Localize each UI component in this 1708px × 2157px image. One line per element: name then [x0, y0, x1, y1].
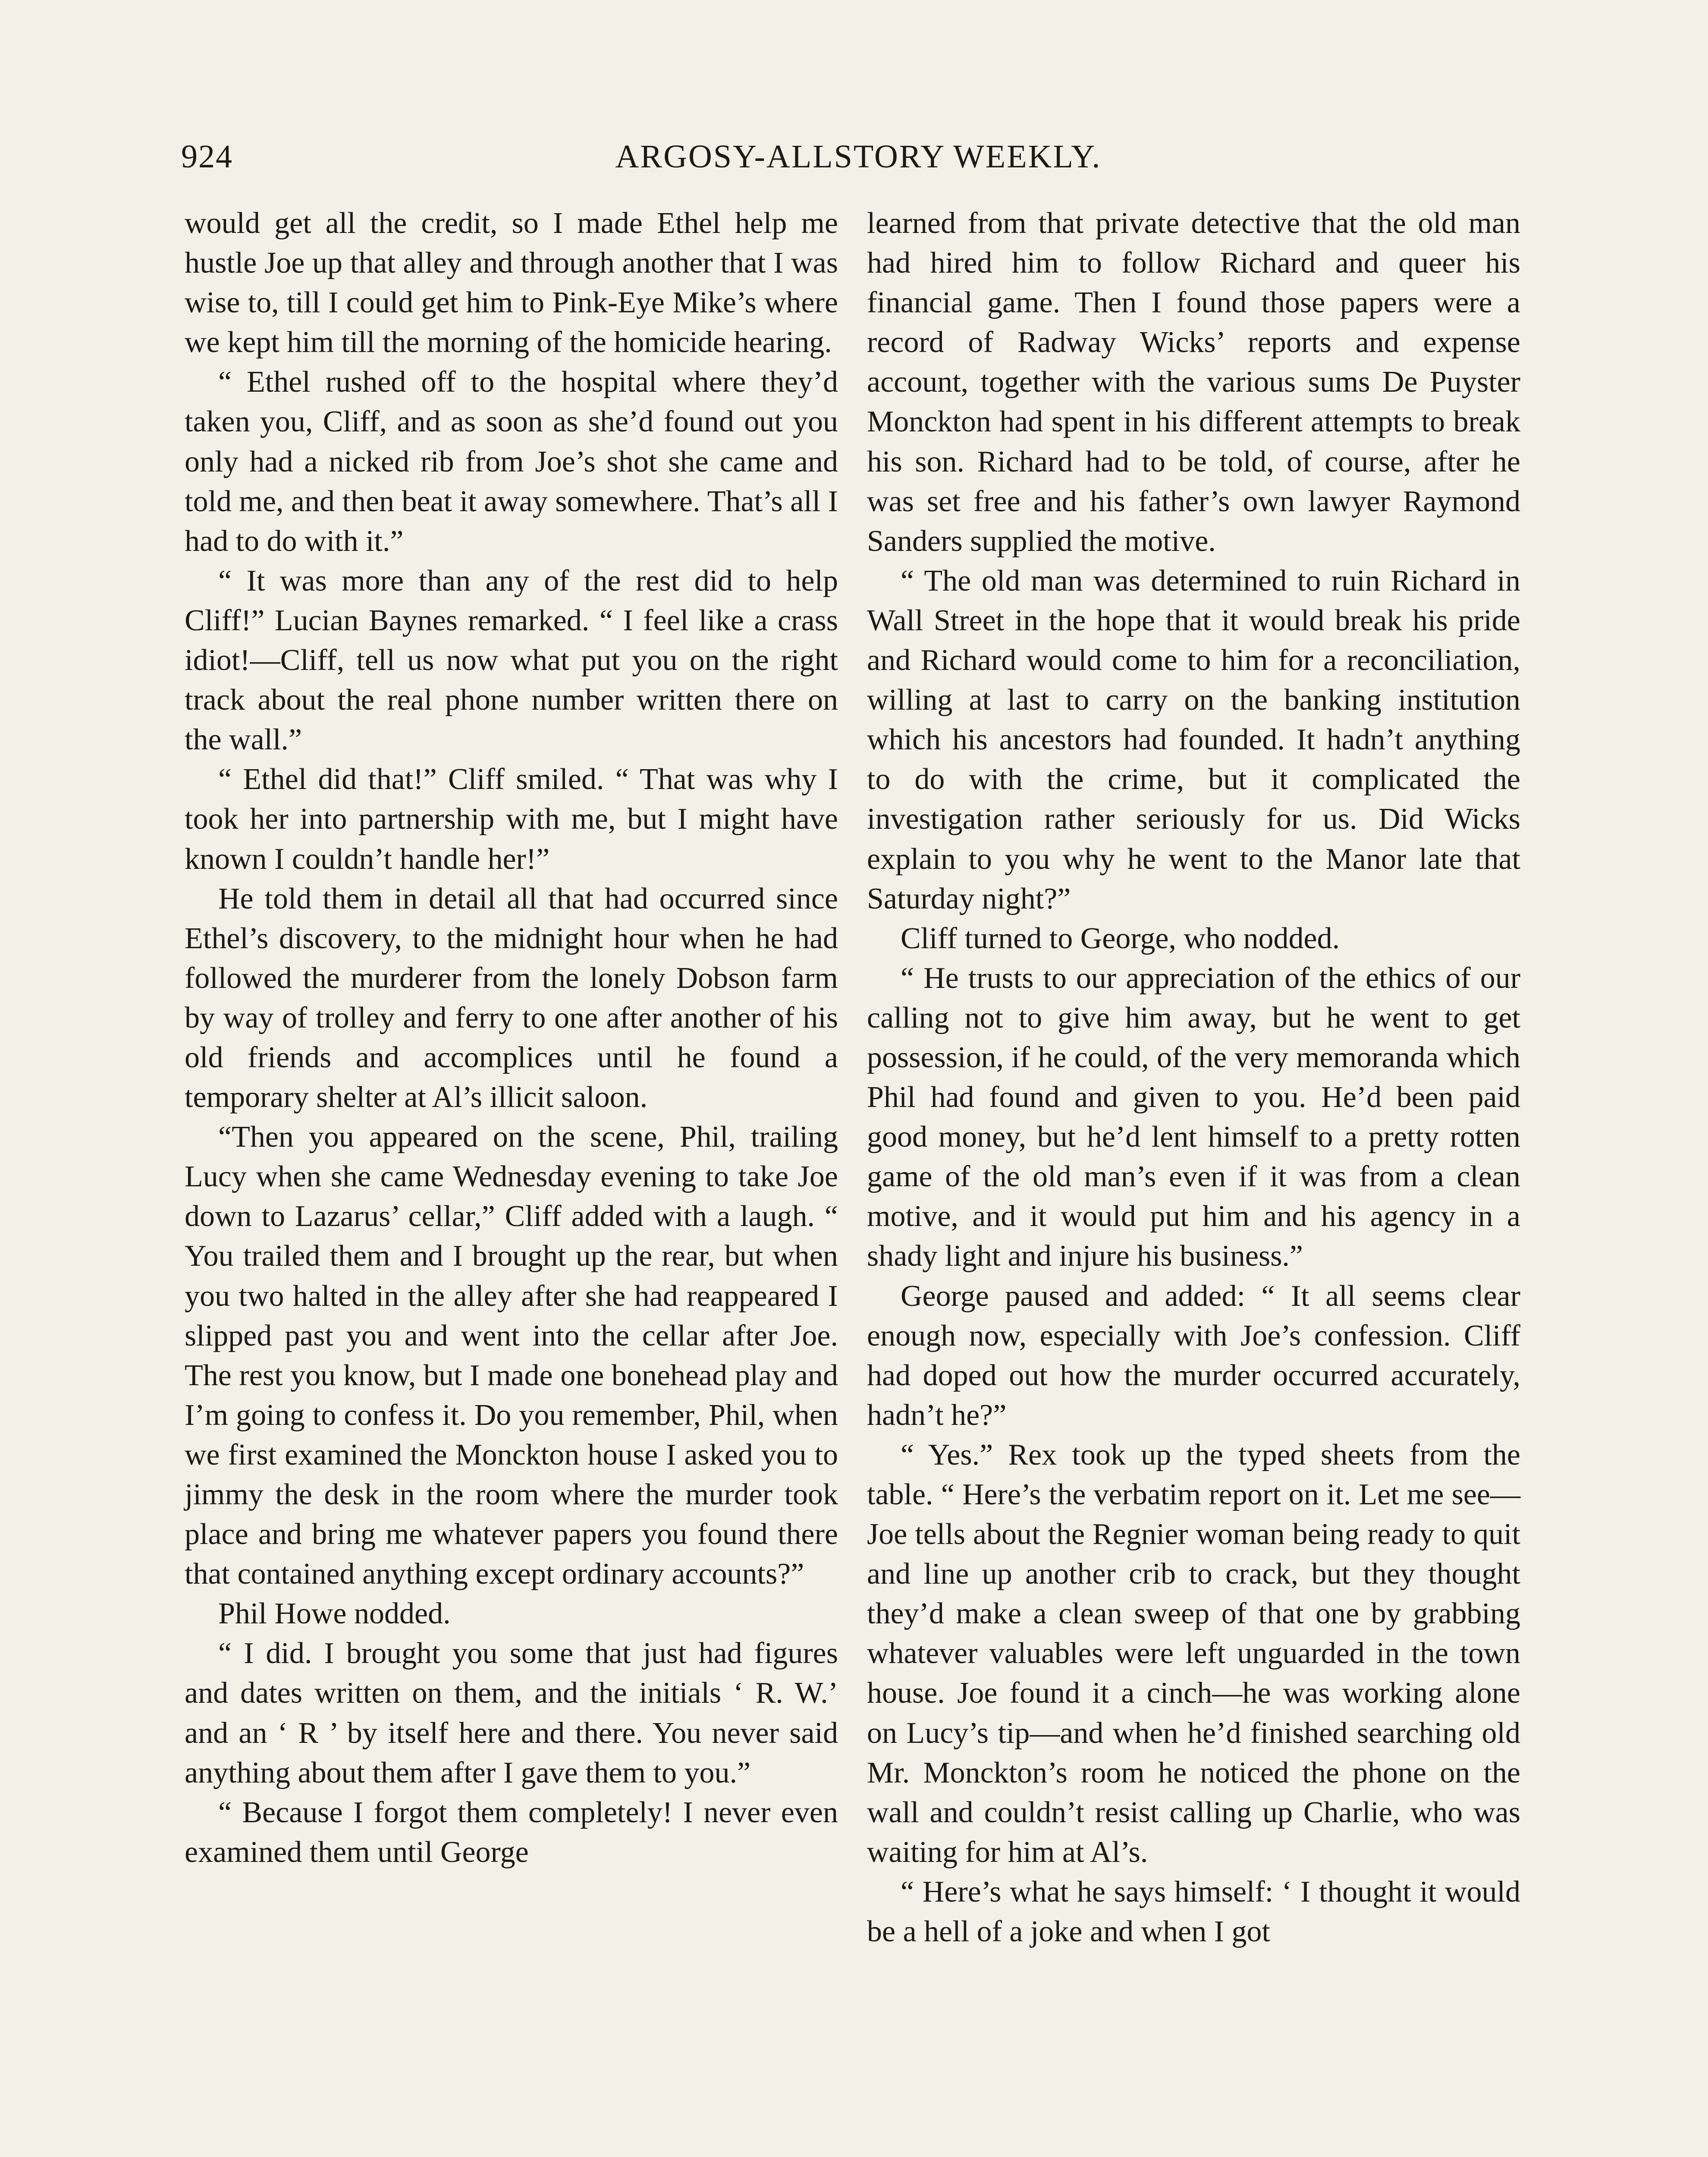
- paragraph: “Then you appeared on the scene, Phil, trailing Lucy when she came Wednesday evening to take Joe down to Lazarus’ cellar,” Cliff added with a laugh. “ You trailed them and I brought up the rear, but when you two halted in the alley after she had reappeared I slipped past you and went into the cellar after Joe. The rest you know, but I made one bonehead play and I’m going to confess it. Do you remember, Phil, when we first examined the Monckton house I asked you to jimmy the desk in the room where the murder took place and bring me whatever papers you found there that contained anything except ordinary accounts?”: [185, 1120, 838, 1591]
- paragraph: “ It was more than any of the rest did to help Cliff!” Lucian Baynes remarked. “ I feel like a crass idiot!—Cliff, tell us now what put you on the right track about the real phone number written there on the wall.”: [185, 564, 838, 757]
- paragraph: Cliff turned to George, who nodded.: [901, 921, 1340, 955]
- paragraph: “ Ethel rushed off to the hospital where they’d taken you, Cliff, and as soon as she’d found out you only had a nicked rib from Joe’s shot she came and told me, and then beat it away somewhere. That’s all I had to do with it.”: [185, 365, 838, 558]
- page-number: 924: [181, 138, 233, 175]
- paragraph: “ Because I forgot them completely! I never even examined them until George: [185, 1795, 838, 1869]
- running-header: [181, 134, 1535, 181]
- journal-title: ARGOSY-ALLSTORY WEEKLY.: [615, 138, 1102, 175]
- paragraph: He told them in detail all that had occurred since Ethel’s discovery, to the midnight hour when he had followed the murderer from the lonely Dobson farm by way of trolley and ferry to one after another of his old friends and accomplices until he found a temporary shelter at Al’s illicit saloon.: [185, 882, 838, 1114]
- paragraph: Phil Howe nodded.: [218, 1597, 451, 1631]
- paragraph: “ I did. I brought you some that just had figures and dates written on them, and the initials ‘ R. W.’ and an ‘ R ’ by itself here and there. You never said anything about them after I gave them to you.”: [185, 1637, 838, 1789]
- paragraph: “ The old man was determined to ruin Richard in Wall Street in the hope that it would break his pride and Richard would come to him for a reconciliation, willing at last to carry on the banking institution which his ancestors had founded. It hadn’t anything to do with the crime, but it complicated the investigation rather seriously for us. Did Wicks explain to you why he went to the Manor late that Saturday night?”: [867, 564, 1520, 915]
- paragraph: would get all the credit, so I made Ethel help me hustle Joe up that alley and through another that I was wise to, till I could get him to Pink-Eye Mike’s where we kept him till the morning of the homicide hearing.: [185, 207, 838, 359]
- left-column: [185, 204, 838, 1872]
- right-column: [867, 204, 1520, 1952]
- paragraph: learned from that private detective that the old man had hired him to follow Richard and queer his financial game. Then I found those papers were a record of Radway Wicks’ reports and expense account, together with the various sums De Puyster Monckton had spent in his different attempts to break his son. Richard had to be told, of course, after he was set free and his father’s own lawyer Raymond Sanders supplied the motive.: [867, 207, 1520, 558]
- paragraph: “ Yes.” Rex took up the typed sheets from the table. “ Here’s the verbatim report on it. Let me see—Joe tells about the Regnier woman being ready to quit and line up another crib to crack, but they thought they’d make a clean sweep of that one by grabbing whatever valuables were left unguarded in the town house. Joe found it a cinch—he was working alone on Lucy’s tip—and when he’d finished searching old Mr. Monckton’s room he noticed the phone on the wall and couldn’t resist calling up Charlie, who was waiting for him at Al’s.: [867, 1438, 1520, 1869]
- paragraph: George paused and added: “ It all seems clear enough now, especially with Joe’s confession. Cliff had doped out how the murder occurred accurately, hadn’t he?”: [867, 1279, 1520, 1432]
- paragraph: “ Ethel did that!” Cliff smiled. “ That was why I took her into partnership with me, but I might have known I couldn’t handle her!”: [185, 763, 838, 876]
- paragraph: “ Here’s what he says himself: ‘ I thought it would be a hell of a joke and when I got: [867, 1875, 1520, 1949]
- paragraph: “ He trusts to our appreciation of the ethics of our calling not to give him away, but he went to get possession, if he could, of the very memoranda which Phil had found and given to you. He’d been paid good money, but he’d lent himself to a pretty rotten game of the old man’s even if it was from a clean motive, and it would put him and his agency in a shady light and injure his business.”: [867, 961, 1520, 1273]
